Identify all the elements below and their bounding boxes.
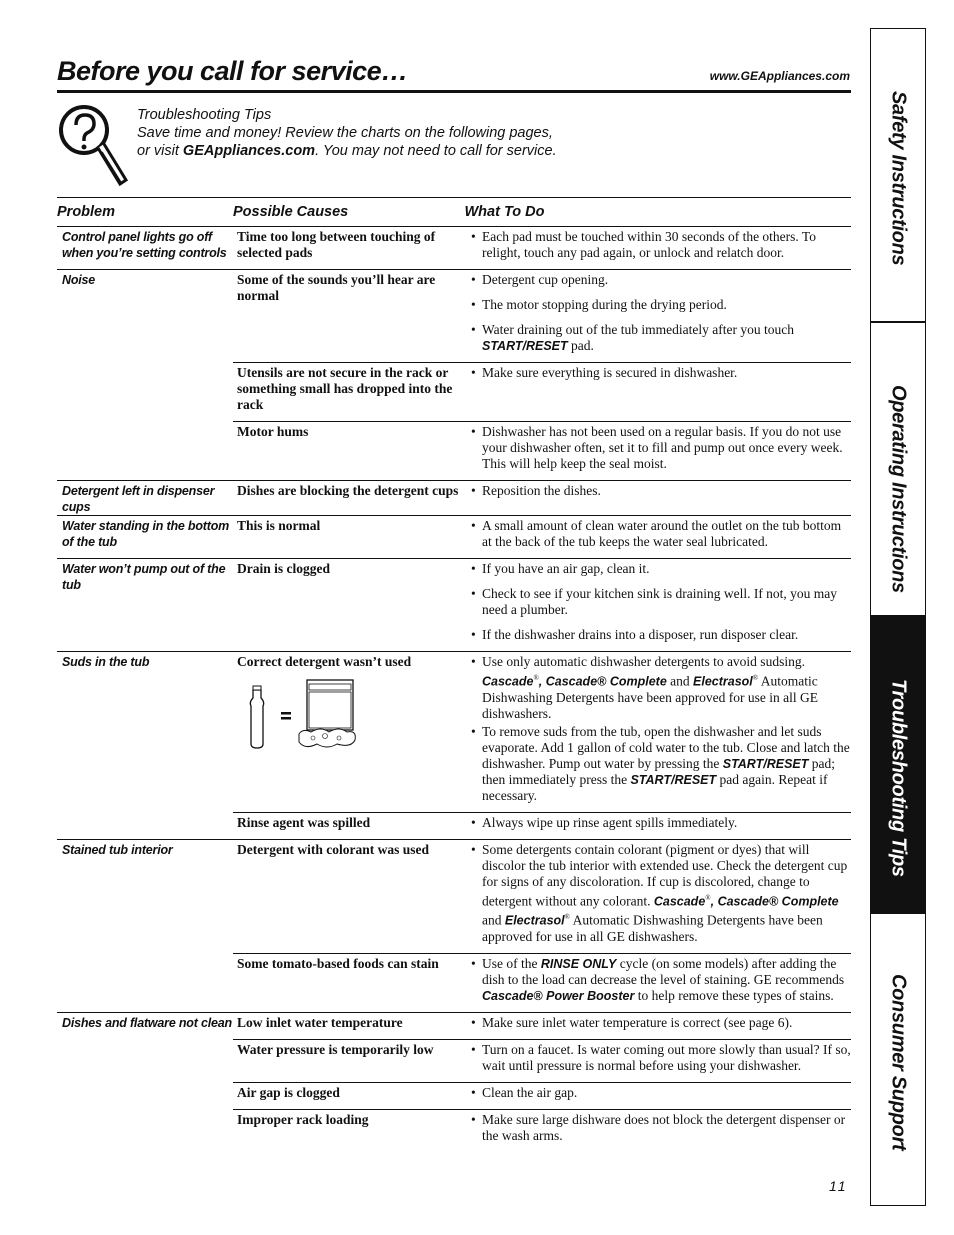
table-header-row	[57, 198, 851, 227]
cause-row	[233, 1110, 851, 1152]
bullet-item: • To remove suds from the tub, open the dishwasher and let suds evaporate. Add 1 gallon of cold water to the tub. Close and latch the dishwasher. Pump out water by pressing the START/RESET pad; then immediately press the START/RESET pad again. Repeat if necessary.	[471, 723, 850, 803]
bullet-item: • Make sure inlet water temperature is correct (see page 6).	[471, 1014, 793, 1030]
cause-row	[233, 481, 851, 507]
cause-row	[233, 1083, 851, 1109]
bullet-item: • Each pad must be touched within 30 seconds of the others. To relight, touch any pad again, or unlock and relatch door.	[471, 229, 816, 260]
cause-row	[233, 270, 851, 362]
cause-row	[233, 1040, 851, 1082]
cause-cell: Water pressure is temporarily low	[237, 1041, 434, 1057]
table-row	[57, 270, 851, 481]
tips-line-2	[137, 142, 557, 160]
bullet-item: • Reposition the dishes.	[471, 483, 601, 498]
cause-cell: Air gap is clogged	[237, 1084, 340, 1100]
table-row	[57, 559, 851, 652]
problem-cell: Water won’t pump out of the tub	[57, 559, 233, 652]
bullet-item: • Use only automatic dishwasher detergents to avoid sudsing. Cascade®, Cascade® Complete and Electrasol® Automatic Dishwashing Detergents have been approved for use in all GE dishwashers.	[471, 654, 819, 721]
todo-cell	[467, 481, 851, 507]
cause-cell: Rinse agent was spilled	[237, 814, 371, 830]
bullet-item: • Always wipe up rinse agent spills immediately.	[471, 814, 738, 830]
problem-cell: Control panel lights go off when you’re setting controls	[57, 227, 233, 270]
tips-intro	[137, 106, 557, 160]
table-row	[57, 516, 851, 559]
tab-troubleshooting-tips[interactable]	[871, 617, 925, 914]
header-rule	[57, 90, 851, 93]
tab-consumer-support[interactable]	[871, 914, 925, 1205]
cause-row	[233, 227, 851, 269]
cause-row	[233, 363, 851, 421]
bullet-item: • Water draining out of the tub immediately after you touch START/RESET pad.	[471, 322, 794, 353]
cause-text: Correct detergent wasn’t used	[237, 654, 412, 669]
problem-cell: Dishes and flatware not clean	[62, 1015, 232, 1030]
cause-cell: Utensils are not secure in the rack or something small has dropped into the rack	[237, 365, 453, 412]
bullet-item: • Detergent cup opening.	[471, 272, 609, 287]
table-row	[57, 1012, 851, 1152]
website-link[interactable]: www.GEAppliances.com	[709, 69, 850, 83]
cause-cell: Detergent with colorant was used	[237, 841, 429, 857]
todo-cell	[467, 363, 851, 421]
todo-cell	[467, 270, 851, 362]
section-tabs	[870, 28, 926, 1206]
cause-cell: Time too long between touching of selected pads	[237, 229, 436, 260]
col-problem: Problem	[57, 198, 233, 227]
tips-line-2-post: . You may not need to call for service.	[315, 143, 557, 159]
table-row	[57, 839, 851, 1012]
cause-cell: Motor hums	[237, 424, 309, 439]
problem-cell: Detergent left in dispenser cups	[57, 481, 233, 516]
cause-cell: This is normal	[237, 518, 321, 533]
todo-cell	[467, 1110, 851, 1152]
cause-cell	[233, 652, 467, 812]
todo-cell	[467, 954, 851, 1012]
cause-row	[233, 422, 851, 480]
bullet-item: • The motor stopping during the drying period.	[471, 297, 727, 312]
problem-cell: Noise	[57, 270, 233, 481]
bullet-item: • If you have an air gap, clean it.	[471, 561, 650, 576]
bullet-item: • Make sure large dishware does not block the detergent dispenser or the wash arms.	[471, 1111, 846, 1143]
tab-operating-instructions[interactable]	[871, 323, 925, 617]
cause-row	[233, 954, 851, 1012]
problem-cell: Stained tub interior	[57, 839, 233, 1012]
cause-row	[233, 559, 851, 651]
todo-cell	[467, 1013, 851, 1039]
bullet-item: • A small amount of clean water around the outlet on the tub bottom at the back of the tub keeps the water seal lubricated.	[471, 518, 842, 549]
table-row	[57, 227, 851, 270]
bullet-item: • Dishwasher has not been used on a regular basis. If you do not use your dishwasher often, set it to fill and pump out once every week. This will help keep the seal moist.	[471, 424, 843, 471]
col-causes: Possible Causes	[233, 198, 464, 227]
bullet-item: • Turn on a faucet. Is water coming out more slowly than usual? If so, wait until pressure is normal before using your dishwasher.	[471, 1041, 851, 1073]
cause-row	[233, 652, 851, 812]
problem-cell: Suds in the tub	[57, 652, 233, 840]
tab-label: Troubleshooting Tips	[887, 679, 910, 877]
page-title: Before you call for service…	[57, 56, 408, 86]
todo-cell	[467, 422, 851, 480]
tab-label: Safety Instructions	[887, 91, 910, 266]
tab-label: Consumer Support	[887, 974, 910, 1151]
tips-site-link[interactable]: GEAppliances.com	[182, 143, 316, 159]
bullet-item: • Check to see if your kitchen sink is draining well. If not, you may need a plumber.	[471, 586, 838, 617]
table-row	[57, 481, 851, 516]
cause-cell: Drain is clogged	[237, 561, 330, 576]
cause-cell: Improper rack loading	[237, 1111, 369, 1127]
cause-cell: Some of the sounds you’ll hear are normal	[237, 272, 436, 303]
todo-cell	[467, 227, 851, 269]
todo-cell	[467, 516, 851, 558]
cause-row	[233, 840, 851, 953]
tips-heading: Troubleshooting Tips	[137, 107, 272, 123]
cause-row	[233, 516, 851, 558]
col-todo: What To Do	[464, 198, 851, 227]
todo-cell	[467, 1083, 851, 1109]
detergent-dishwasher-illustration	[237, 676, 357, 752]
cause-row	[233, 1013, 851, 1039]
todo-cell	[467, 1040, 851, 1082]
todo-cell	[467, 813, 851, 839]
cause-cell: Dishes are blocking the detergent cups	[237, 483, 459, 498]
cause-row	[233, 813, 851, 839]
page-number: 11	[829, 1178, 848, 1194]
magnifier-question-icon	[58, 100, 134, 192]
table-row	[57, 652, 851, 840]
problem-cell: Water standing in the bottom of the tub	[57, 516, 233, 559]
bullet-item: • Some detergents contain colorant (pigment or dyes) that will discolor the tub interior with extended use. Check the detergent cup for signs of any discoloration. If cup is discolored, change to detergent without any colorant. Cascade®, Cascade® Complete and Electrasol® Automatic Dishwashing Detergents have been approved for use in all GE dishwashers.	[471, 841, 848, 944]
todo-cell	[467, 559, 851, 651]
tips-line-1: Save time and money! Review the charts on the following pages,	[137, 125, 553, 141]
tips-line-2-pre: or visit	[137, 143, 183, 159]
bullet-item: • Use of the RINSE ONLY cycle (on some models) after adding the dish to the load can decrease the level of staining. GE recommends Cascade® Power Booster to help remove these types of stains.	[471, 955, 845, 1003]
todo-cell	[467, 840, 851, 953]
todo-cell	[467, 652, 851, 812]
bullet-item: • Make sure everything is secured in dishwasher.	[471, 365, 738, 380]
cause-cell: Some tomato-based foods can stain	[237, 955, 439, 971]
tab-safety-instructions[interactable]	[871, 29, 925, 323]
tab-label: Operating Instructions	[887, 385, 910, 593]
bullet-item: • Clean the air gap.	[471, 1084, 578, 1100]
troubleshooting-table	[57, 197, 851, 1152]
cause-cell: Low inlet water temperature	[237, 1014, 403, 1030]
bullet-item: • If the dishwasher drains into a disposer, run disposer clear.	[471, 627, 799, 642]
